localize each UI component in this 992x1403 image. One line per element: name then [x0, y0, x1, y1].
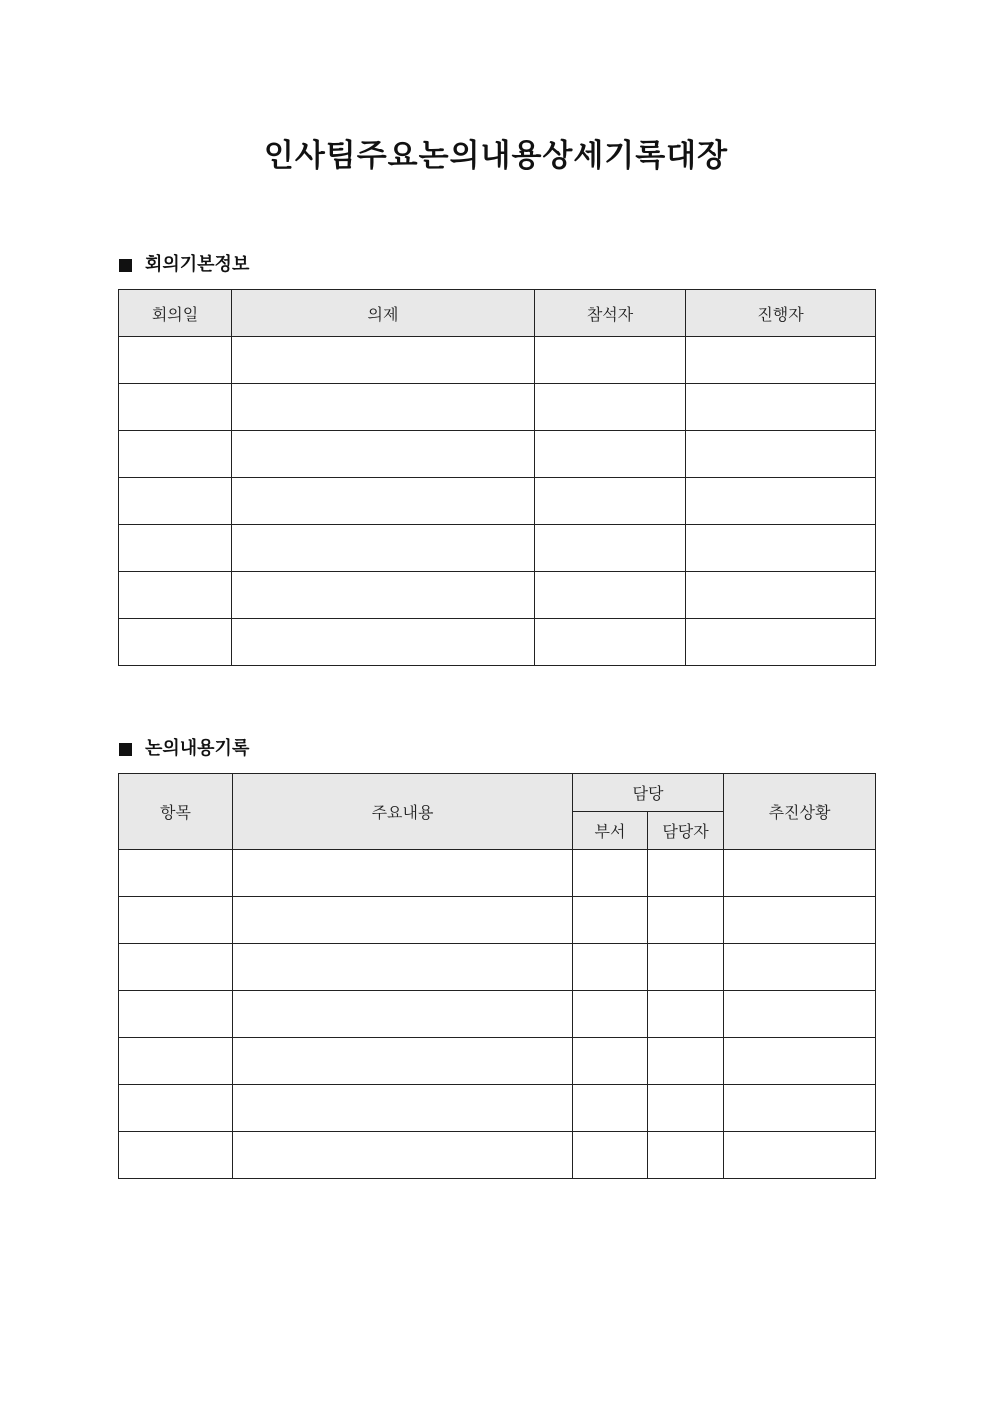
- department-cell[interactable]: [573, 944, 648, 991]
- facilitator-cell[interactable]: [686, 619, 876, 666]
- department-cell[interactable]: [573, 991, 648, 1038]
- column-header-content: 주요내용: [233, 774, 573, 850]
- table-row: [119, 991, 876, 1038]
- attendees-cell[interactable]: [535, 619, 686, 666]
- column-header-meeting-date: 회의일: [119, 290, 232, 337]
- table-row: [119, 384, 876, 431]
- status-cell[interactable]: [724, 1132, 876, 1179]
- table-row: [119, 337, 876, 384]
- column-header-owner-group: 담당: [573, 774, 724, 812]
- facilitator-cell[interactable]: [686, 572, 876, 619]
- department-cell[interactable]: [573, 850, 648, 897]
- agenda-cell[interactable]: [232, 431, 535, 478]
- column-header-status: 추진상황: [724, 774, 876, 850]
- status-cell[interactable]: [724, 897, 876, 944]
- item-cell[interactable]: [119, 850, 233, 897]
- attendees-cell[interactable]: [535, 525, 686, 572]
- facilitator-cell[interactable]: [686, 337, 876, 384]
- item-cell[interactable]: [119, 897, 233, 944]
- table-row: [119, 478, 876, 525]
- item-cell[interactable]: [119, 991, 233, 1038]
- status-cell[interactable]: [724, 1038, 876, 1085]
- facilitator-cell[interactable]: [686, 431, 876, 478]
- person-cell[interactable]: [648, 944, 724, 991]
- meeting-info-header-row: [119, 290, 876, 337]
- table-row: [119, 431, 876, 478]
- department-cell[interactable]: [573, 1132, 648, 1179]
- meeting-info-heading: [119, 253, 249, 277]
- square-bullet-icon: [119, 743, 132, 756]
- content-cell[interactable]: [233, 1132, 573, 1179]
- attendees-cell[interactable]: [535, 337, 686, 384]
- item-cell[interactable]: [119, 944, 233, 991]
- table-row: [119, 1038, 876, 1085]
- table-row: [119, 897, 876, 944]
- table-row: [119, 944, 876, 991]
- agenda-cell[interactable]: [232, 478, 535, 525]
- table-row: [119, 572, 876, 619]
- meeting-info-heading-label: 회의기본정보: [145, 254, 250, 275]
- column-header-item: 항목: [119, 774, 233, 850]
- content-cell[interactable]: [233, 944, 573, 991]
- content-cell[interactable]: [233, 897, 573, 944]
- department-cell[interactable]: [573, 1085, 648, 1132]
- content-cell[interactable]: [233, 1085, 573, 1132]
- table-row: [119, 1085, 876, 1132]
- facilitator-cell[interactable]: [686, 525, 876, 572]
- department-cell[interactable]: [573, 1038, 648, 1085]
- discussion-heading: [119, 737, 249, 761]
- person-cell[interactable]: [648, 991, 724, 1038]
- agenda-cell[interactable]: [232, 572, 535, 619]
- column-header-person: 담당자: [648, 812, 724, 850]
- meeting-date-cell[interactable]: [119, 431, 232, 478]
- discussion-header-row-top: [119, 774, 876, 812]
- table-row: [119, 1132, 876, 1179]
- square-bullet-icon: [119, 259, 132, 272]
- content-cell[interactable]: [233, 991, 573, 1038]
- department-cell[interactable]: [573, 897, 648, 944]
- column-header-attendees: 참석자: [535, 290, 686, 337]
- item-cell[interactable]: [119, 1038, 233, 1085]
- table-row: [119, 619, 876, 666]
- meeting-date-cell[interactable]: [119, 384, 232, 431]
- agenda-cell[interactable]: [232, 525, 535, 572]
- meeting-date-cell[interactable]: [119, 525, 232, 572]
- column-header-department: 부서: [573, 812, 648, 850]
- status-cell[interactable]: [724, 850, 876, 897]
- page-title: 인사팀주요논의내용상세기록대장: [263, 138, 729, 174]
- meeting-date-cell[interactable]: [119, 478, 232, 525]
- content-cell[interactable]: [233, 1038, 573, 1085]
- meeting-date-cell[interactable]: [119, 337, 232, 384]
- column-header-facilitator: 진행자: [686, 290, 876, 337]
- status-cell[interactable]: [724, 944, 876, 991]
- meeting-date-cell[interactable]: [119, 572, 232, 619]
- agenda-cell[interactable]: [232, 337, 535, 384]
- status-cell[interactable]: [724, 991, 876, 1038]
- attendees-cell[interactable]: [535, 431, 686, 478]
- agenda-cell[interactable]: [232, 384, 535, 431]
- column-header-agenda: 의제: [232, 290, 535, 337]
- person-cell[interactable]: [648, 1038, 724, 1085]
- item-cell[interactable]: [119, 1132, 233, 1179]
- item-cell[interactable]: [119, 1085, 233, 1132]
- person-cell[interactable]: [648, 1085, 724, 1132]
- meeting-date-cell[interactable]: [119, 619, 232, 666]
- discussion-table: [118, 773, 876, 1179]
- discussion-heading-label: 논의내용기록: [145, 738, 250, 759]
- facilitator-cell[interactable]: [686, 384, 876, 431]
- person-cell[interactable]: [648, 1132, 724, 1179]
- attendees-cell[interactable]: [535, 572, 686, 619]
- facilitator-cell[interactable]: [686, 478, 876, 525]
- status-cell[interactable]: [724, 1085, 876, 1132]
- attendees-cell[interactable]: [535, 384, 686, 431]
- attendees-cell[interactable]: [535, 478, 686, 525]
- table-row: [119, 525, 876, 572]
- agenda-cell[interactable]: [232, 619, 535, 666]
- meeting-info-table: [118, 289, 876, 666]
- content-cell[interactable]: [233, 850, 573, 897]
- person-cell[interactable]: [648, 850, 724, 897]
- person-cell[interactable]: [648, 897, 724, 944]
- table-row: [119, 850, 876, 897]
